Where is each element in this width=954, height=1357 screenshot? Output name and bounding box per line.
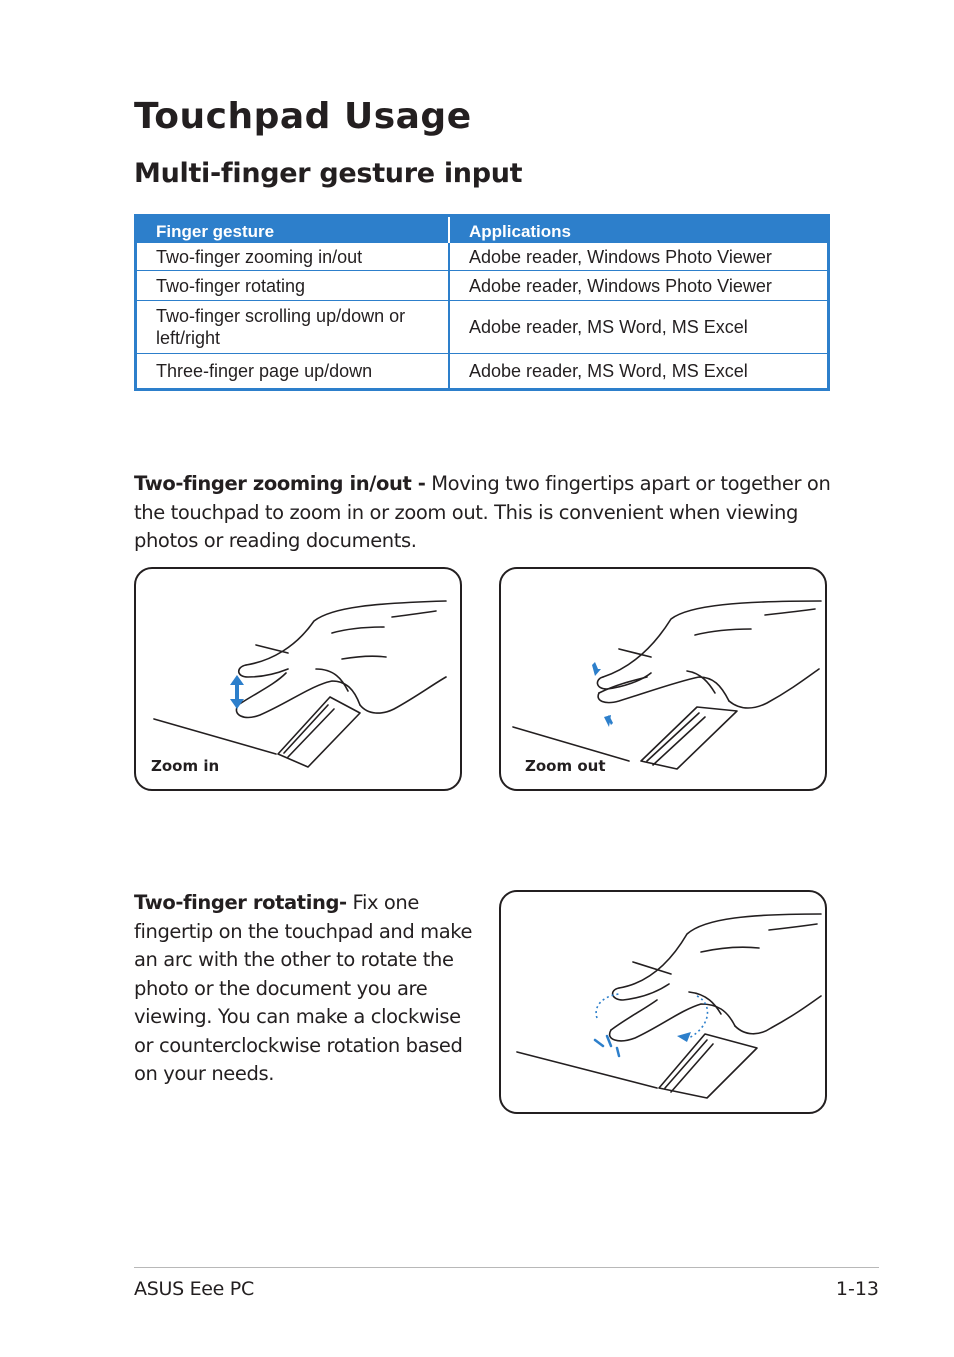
rotate-description-heading: Two-finger rotating- — [134, 891, 347, 914]
section-title: Multi-finger gesture input — [134, 158, 523, 189]
table-cell-gesture: Two-finger scrolling up/down or left/right — [136, 301, 450, 354]
table-header-row — [136, 216, 829, 244]
table-cell-application: Adobe reader, Windows Photo Viewer — [469, 246, 772, 267]
zoom-description-text: Moving two fingertips apart or together on the touchpad to zoom in or zoom out. This is convenient when viewing photos or reading documents. — [134, 472, 831, 552]
header-applications: Applications — [449, 216, 829, 244]
header-finger-gesture: Finger gesture — [136, 216, 450, 244]
rotate-illustration — [499, 890, 827, 1114]
footer-page-number: 1-13 — [835, 1278, 879, 1300]
zoom-description — [134, 470, 834, 556]
footer-divider — [134, 1267, 879, 1268]
table-cell-gesture: Two-finger zooming in/out — [136, 243, 450, 271]
rotate-description — [134, 889, 479, 1089]
table-cell-gesture: Two-finger rotating — [136, 271, 450, 301]
zoom-in-label: Zoom in — [151, 757, 220, 775]
zoom-out-illustration — [499, 567, 827, 791]
table-cell-application: Adobe reader, MS Word, MS Excel — [449, 354, 829, 390]
footer-product-name: ASUS Eee PC — [134, 1278, 254, 1300]
gesture-table — [134, 214, 830, 391]
table-row — [136, 271, 829, 301]
page-title: Touchpad Usage — [134, 96, 472, 137]
zoom-in-illustration — [134, 567, 462, 791]
table-cell-gesture: Three-finger page up/down — [136, 354, 450, 390]
table-row — [136, 354, 829, 390]
table-cell-application: Adobe reader, MS Word, MS Excel — [449, 301, 829, 354]
rotate-description-text: Fix one fingertip on the touchpad and make an arc with the other to rotate the photo or the document you are viewing. You can make a clockwise or counterclockwise rotation based on your needs. — [134, 891, 473, 1085]
zoom-out-label: Zoom out — [525, 757, 606, 775]
hand-rotate-icon — [501, 892, 827, 1114]
table-cell-application: Adobe reader, Windows Photo Viewer — [449, 271, 829, 301]
table-row — [136, 301, 829, 354]
table-row — [136, 243, 829, 271]
zoom-description-heading: Two-finger zooming in/out - — [134, 472, 426, 495]
